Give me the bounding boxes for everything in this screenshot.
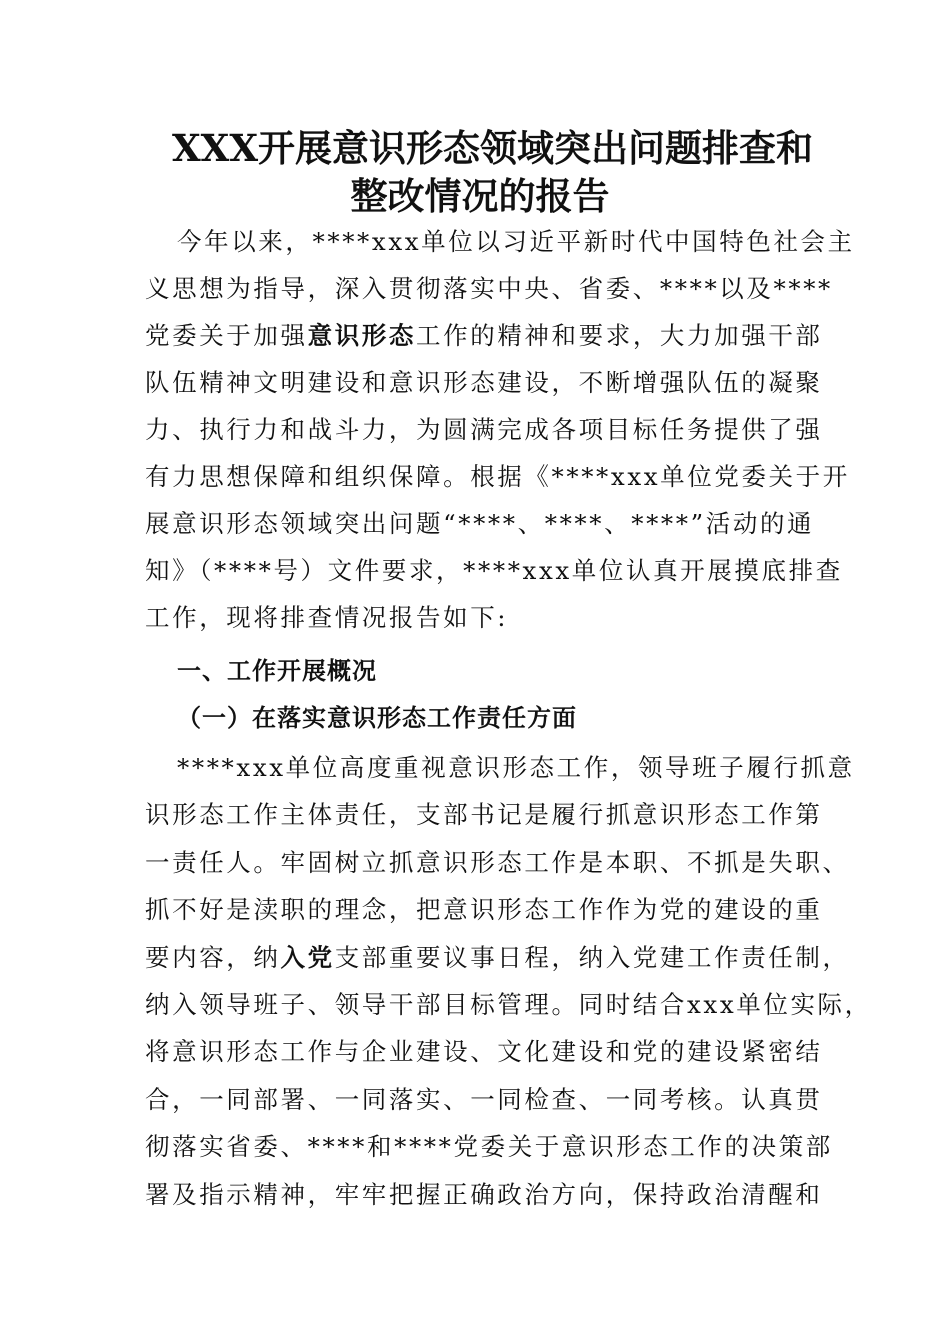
paragraph-line: 展意识形态领域突出问题“****、****、****”活动的通 bbox=[145, 509, 815, 538]
paragraph-line: 识形态工作主体责任，支部书记是履行抓意识形态工作第 bbox=[145, 800, 823, 829]
paragraph-line: 署及指示精神，牢牢把握正确政治方向，保持政治清醒和 bbox=[145, 1180, 823, 1209]
paragraph-line: 有力思想保障和组织保障。根据《****xxx单位党委关于开 bbox=[145, 462, 850, 491]
paragraph-line: 抓不好是渎职的理念，把意识形态工作作为党的建设的重 bbox=[145, 895, 823, 924]
bold-text-run: 意识形态 bbox=[307, 321, 417, 350]
paragraph-line: 合，一同部署、一同落实、一同检查、一同考核。认真贯 bbox=[145, 1085, 823, 1114]
paragraph-line: 义思想为指导，深入贯彻落实中央、省委、****以及**** bbox=[145, 274, 833, 303]
text-run: 要内容，纳 bbox=[145, 943, 281, 972]
text-run: 党委关于加强 bbox=[145, 321, 308, 350]
paragraph-line: 今年以来，****xxx单位以习近平新时代中国特色社会主 bbox=[177, 227, 855, 256]
paragraph-line: 知》（****号）文件要求，****xxx单位认真开展摸底排查 bbox=[145, 556, 843, 585]
paragraph-line: 将意识形态工作与企业建设、文化建设和党的建设紧密结 bbox=[145, 1037, 823, 1066]
text-run: 工作的精神和要求，大力加强干部 bbox=[416, 321, 823, 350]
section-heading: 一、工作开展概况 bbox=[177, 657, 377, 685]
paragraph-line: 力、执行力和战斗力，为圆满完成各项目标任务提供了强 bbox=[145, 415, 823, 444]
bold-text-run: 入党 bbox=[280, 943, 335, 972]
paragraph-line: 队伍精神文明建设和意识形态建设，不断增强队伍的凝聚 bbox=[145, 368, 823, 397]
paragraph-line: 纳入领导班子、领导干部目标管理。同时结合xxx单位实际， bbox=[145, 990, 872, 1019]
text-run: 支部重要议事日程，纳入党建工作责任制， bbox=[334, 943, 850, 972]
paragraph-line bbox=[145, 321, 823, 351]
document-title-line-1: XXX开展意识形态领域突出问题排查和 bbox=[171, 126, 814, 170]
paragraph-line: 彻落实省委、****和****党委关于意识形态工作的决策部 bbox=[145, 1132, 833, 1161]
paragraph-line: 工作，现将排查情况报告如下: bbox=[145, 603, 509, 632]
paragraph-line: ****xxx单位高度重视意识形态工作，领导班子履行抓意 bbox=[177, 753, 855, 782]
paragraph-line bbox=[145, 943, 850, 973]
subsection-heading: （一）在落实意识形态工作责任方面 bbox=[177, 704, 577, 732]
paragraph-line: 一责任人。牢固树立抓意识形态工作是本职、不抓是失职、 bbox=[145, 848, 850, 877]
document-title-line-2: 整改情况的报告 bbox=[350, 174, 610, 218]
